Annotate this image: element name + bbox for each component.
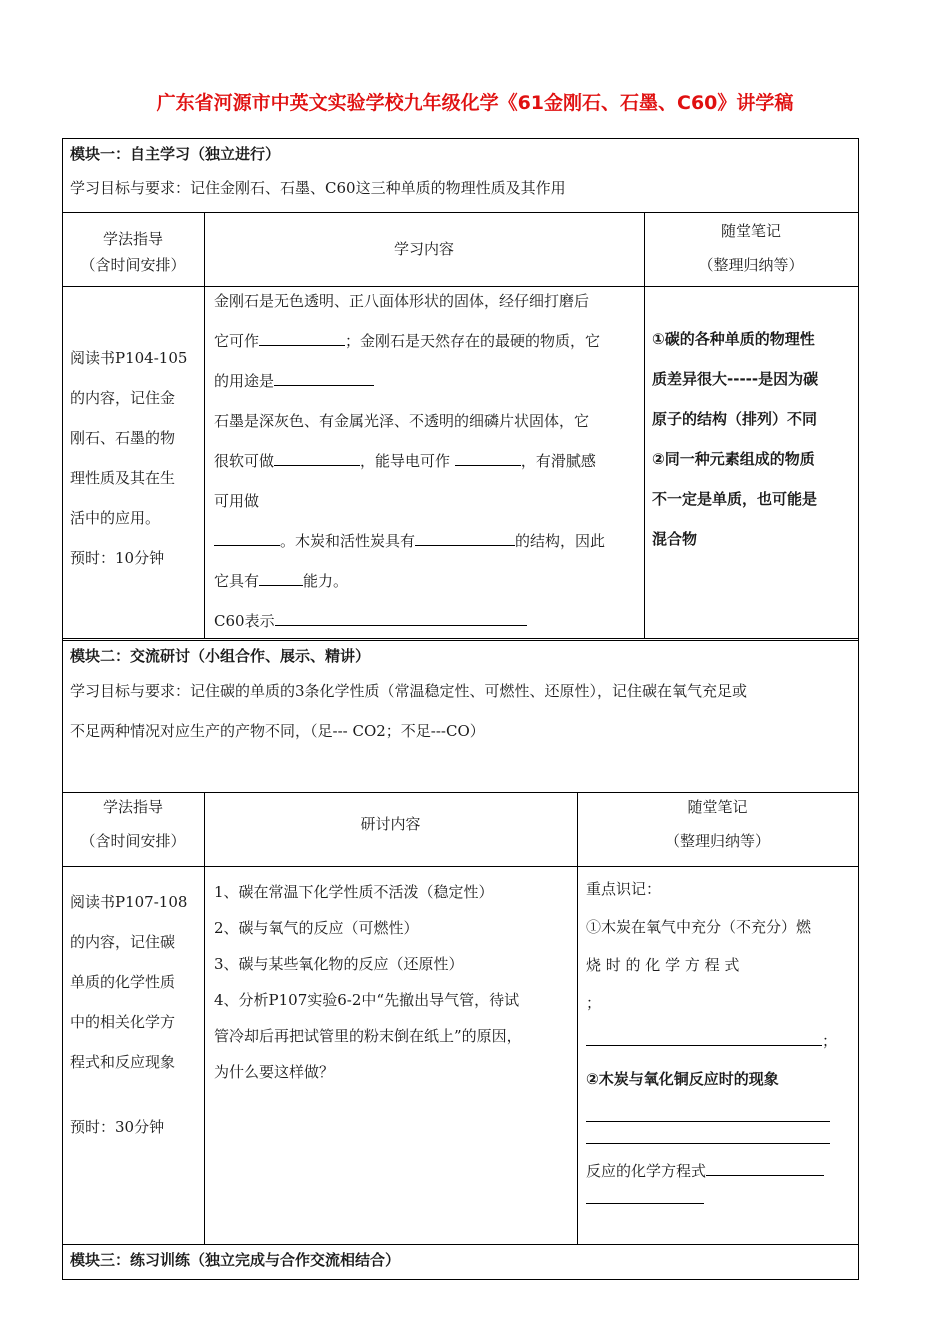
module2-goal-line2: 不足两种情况对应生产的产物不同，（足--- CO2；不足---CO） bbox=[70, 722, 485, 740]
module2-col1-header: 学法指导 （含时间安排） bbox=[80, 798, 186, 850]
module2-col2-header: 研讨内容 bbox=[360, 815, 421, 833]
module2-col3-header: 随堂笔记 （整理归纳等） bbox=[664, 798, 770, 850]
module1-col1-header: 学法指导 （含时间安排） bbox=[80, 230, 186, 274]
fill-blank[interactable] bbox=[259, 329, 345, 346]
module2-guide: 阅读书P107-108 的内容，记住碳 单质的化学性质 中的相关化学方 程式和反应现象 bbox=[70, 893, 188, 1071]
module2-goal-line1: 学习目标与要求：记住碳的单质的3条化学性质（常温稳定性、可燃性、还原性），记住碳在氧气充足或 bbox=[70, 682, 748, 700]
fill-blank[interactable] bbox=[586, 1029, 822, 1046]
document-title: 广东省河源市中英文实验学校九年级化学《61金刚石、石墨、C60》讲学稿 bbox=[156, 92, 794, 114]
module1-guide: 阅读书P104-105 的内容，记住金 刚石、石墨的物 理性质及其在生 活中的应用。 预时：10分钟 bbox=[70, 349, 188, 567]
fill-blank[interactable] bbox=[415, 529, 515, 546]
fill-blank[interactable] bbox=[275, 609, 527, 626]
module1-goal: 学习目标与要求：记住金刚石、石墨、C60这三种单质的物理性质及其作用 bbox=[70, 179, 566, 197]
fill-blank[interactable] bbox=[214, 529, 280, 546]
fill-blank[interactable] bbox=[455, 449, 521, 466]
module2-time: 预时：30分钟 bbox=[70, 1118, 165, 1136]
fill-blank[interactable] bbox=[586, 1127, 830, 1144]
module2-content: 1、碳在常温下化学性质不活泼（稳定性） 2、碳与氧气的反应（可燃性） 3、碳与某些氧化物的反应（还原性） 4、分析P107实验6-2中“先撤出导气管，待试 管冷却后再把试管里的粉末倒在纸上”的原因， 为什么要这样做？ bbox=[214, 883, 522, 1081]
fill-blank[interactable] bbox=[586, 1187, 704, 1204]
module1-content: 金刚石是无色透明、正八面体形状的固体，经仔细打磨后 它可作 ；金刚石是天然存在的最硬的物质，它 的用途是 石墨是深灰色、有金属光泽、不透明的细磷片状固体，它 很软可做 ，能导电可作 ，有滑腻感 可用做 。木炭和活性炭具有 的结构，因此 它具有 能力。 C60表示 bbox=[214, 292, 606, 630]
module1-notes: ①碳的各种单质的物理性 质差异很大-----是因为碳 原子的结构（排列）不同 ②同一种元素组成的物质 不一定是单质，也可能是 混合物 bbox=[652, 330, 819, 548]
module1-heading: 模块一：自主学习（独立进行） bbox=[70, 145, 281, 163]
module3-heading: 模块三：练习训练（独立完成与合作交流相结合） bbox=[70, 1251, 401, 1269]
module1-col2-header: 学习内容 bbox=[393, 240, 454, 258]
fill-blank[interactable] bbox=[274, 449, 360, 466]
module1-col3-header: 随堂笔记 （整理归纳等） bbox=[698, 222, 804, 274]
fill-blank[interactable] bbox=[259, 569, 303, 586]
fill-blank[interactable] bbox=[706, 1159, 824, 1176]
fill-blank[interactable] bbox=[274, 369, 374, 386]
module2-notes: 重点识记： ①木炭在氧气中充分（不充分）燃 烧 时 的 化 学 方 程 式 ； ； ②木炭与氧化铜反应时的现象 反应的化学方程式 bbox=[586, 870, 837, 1218]
module2-heading: 模块二：交流研讨（小组合作、展示、精讲） bbox=[70, 647, 371, 665]
